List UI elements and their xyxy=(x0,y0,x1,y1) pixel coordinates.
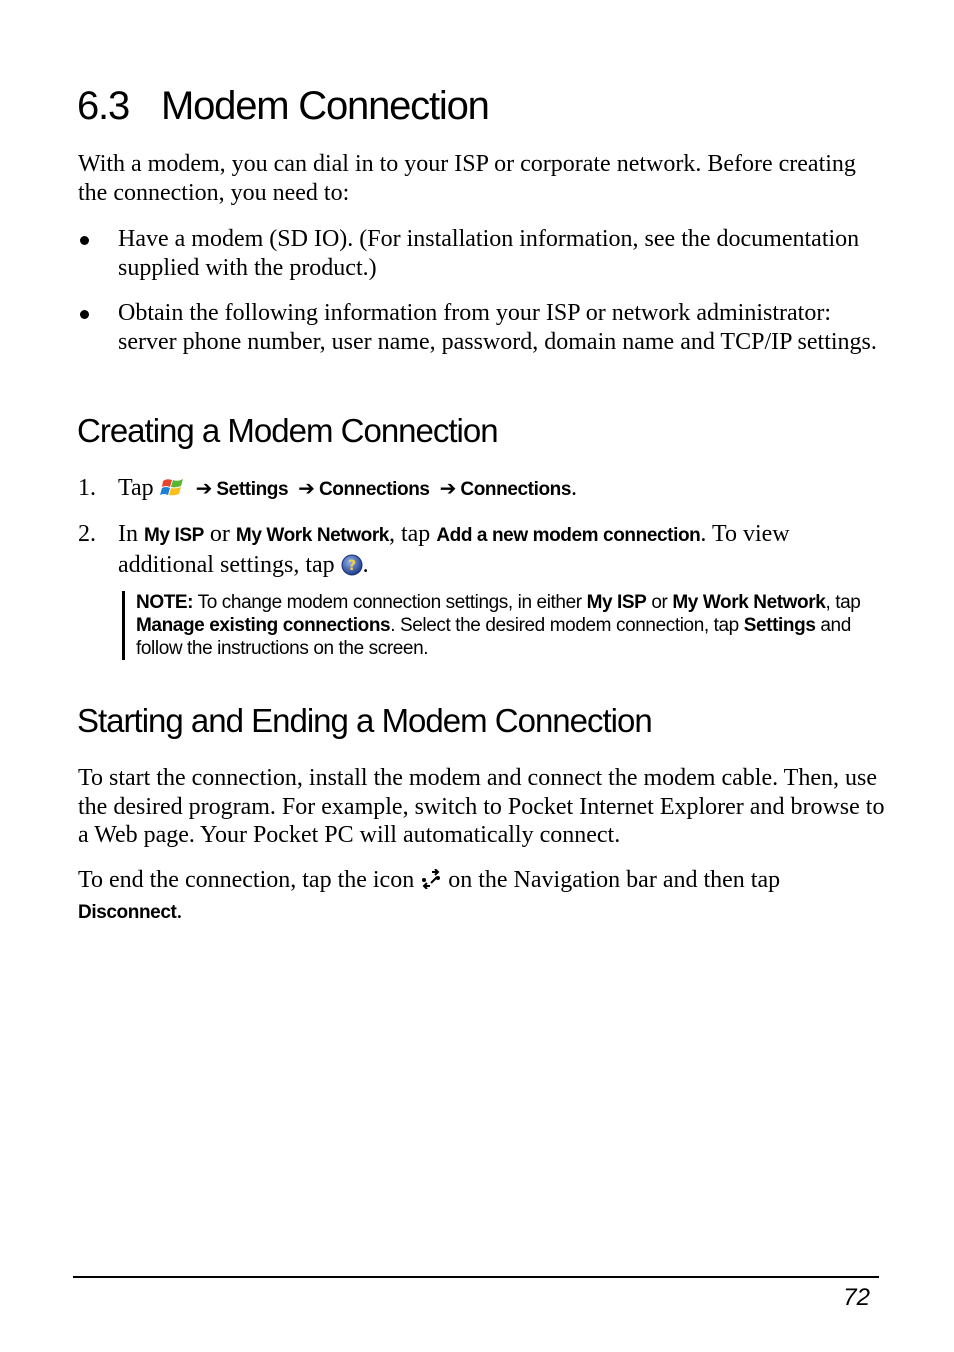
menu-connections-tab: Connections xyxy=(460,479,572,500)
label-my-isp: My ISP xyxy=(144,525,204,546)
step-1 xyxy=(78,474,888,507)
heading-creating: Creating a Modem Connection xyxy=(77,412,498,449)
bullet-text: Have a modem (SD IO). (For installation information, see the documentation supplied with the product.) xyxy=(118,226,860,281)
bullet-text: Obtain the following information from your ISP or network administrator: server phone number, user name, password, domain name and TCP/IP settings. xyxy=(118,300,877,355)
starting-paragraph: To start the connection, install the modem and connect the modem cable. Then, use the desired program. For example, switch to Pocket Internet Explorer and browse to a Web page. Your Pocket PC will automatically connect. xyxy=(78,765,885,848)
note-text: . Select the desired modem connection, tap xyxy=(390,615,739,636)
menu-settings: Settings xyxy=(216,479,289,500)
paragraph-text: on the Navigation bar and then tap xyxy=(448,867,781,893)
note-label: NOTE: xyxy=(136,592,194,613)
arrow-right-icon: ➔ xyxy=(439,476,457,500)
period: . xyxy=(176,897,183,924)
note-text: or xyxy=(651,592,668,613)
label-add-new-modem-connection: Add a new modem connection xyxy=(436,525,701,546)
step-number: 1. xyxy=(78,475,96,501)
label-disconnect: Disconnect xyxy=(78,901,177,923)
note-text: , tap xyxy=(825,592,861,613)
step-text: . To view additional settings, tap xyxy=(118,521,790,578)
label-my-work-network: My Work Network xyxy=(672,592,826,613)
step-text: , tap xyxy=(388,521,431,547)
arrow-right-icon: ➔ xyxy=(195,476,213,500)
step-text: In xyxy=(118,521,138,547)
connectivity-icon xyxy=(420,868,442,897)
intro-paragraph: With a modem, you can dial in to your ISP or corporate network. Before creating the connection, you need to: xyxy=(78,151,856,206)
step-number: 2. xyxy=(78,521,96,547)
label-settings: Settings xyxy=(743,615,816,636)
section-number: 6.3 xyxy=(77,84,130,128)
windows-start-icon xyxy=(160,475,186,507)
page-number: 72 xyxy=(843,1284,870,1311)
svg-text:?: ? xyxy=(347,557,356,574)
note-text: and follow the instructions on the screen. xyxy=(136,615,851,659)
help-icon xyxy=(341,554,363,584)
list-item xyxy=(78,299,888,356)
paragraph-text: To end the connection, tap the icon xyxy=(78,867,415,893)
heading-starting-ending: Starting and Ending a Modem Connection xyxy=(77,702,652,739)
label-my-isp: My ISP xyxy=(586,592,647,613)
ending-paragraph xyxy=(78,866,888,927)
step-text: or xyxy=(209,521,230,547)
page-title xyxy=(77,84,489,129)
note-block xyxy=(122,591,896,660)
list-item xyxy=(78,225,888,282)
arrow-right-icon: ➔ xyxy=(298,476,315,500)
bullet-icon xyxy=(80,310,89,319)
step-text: Tap xyxy=(118,475,154,501)
section-title: Modem Connection xyxy=(161,84,489,128)
label-my-work-network: My Work Network xyxy=(235,525,389,546)
step-2 xyxy=(78,520,888,583)
period: . xyxy=(571,475,578,501)
note-text: To change modem connection settings, in either xyxy=(197,592,582,613)
period: . xyxy=(362,551,369,578)
bullet-icon xyxy=(80,236,89,245)
menu-connections: Connections xyxy=(318,479,430,500)
label-manage-existing-connections: Manage existing connections xyxy=(136,615,391,636)
footer-rule xyxy=(73,1276,879,1278)
